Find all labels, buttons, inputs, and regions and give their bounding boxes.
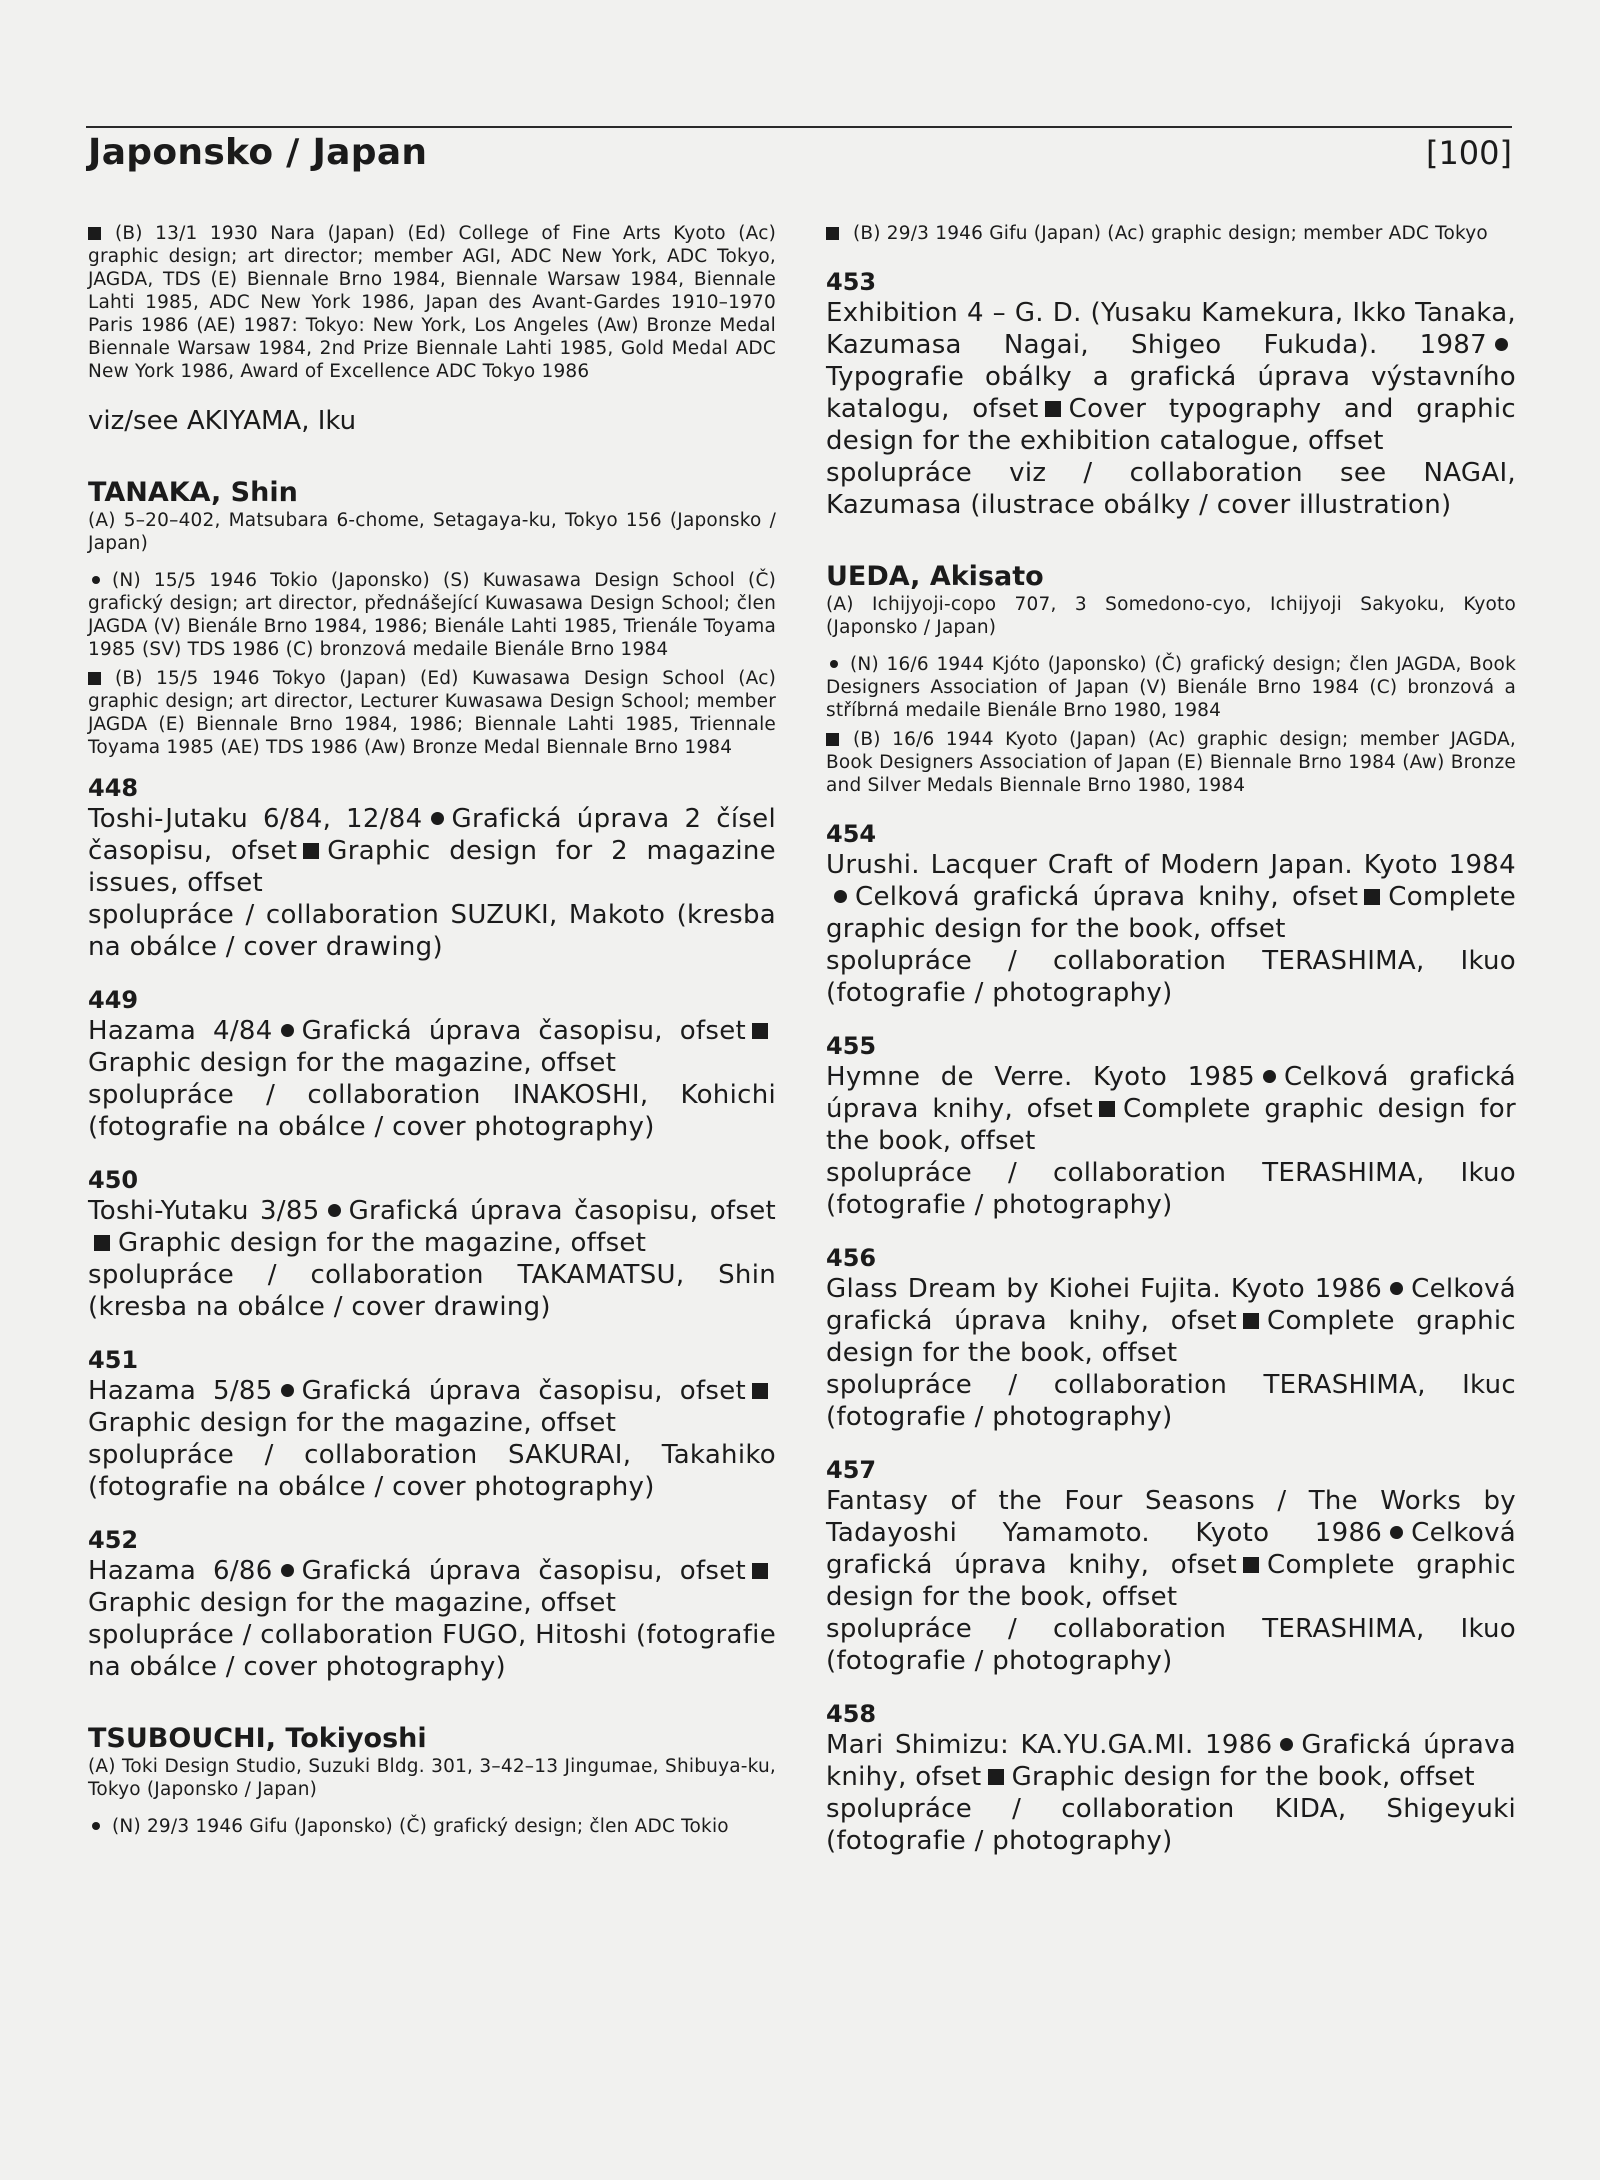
catalog-entry-448	[88, 773, 776, 963]
entry-number: 457	[826, 1456, 877, 1484]
see-reference: viz/see AKIYAMA, Iku	[88, 406, 357, 436]
bullet-icon	[1390, 1282, 1403, 1295]
artist-bio-czech: (N) 15/5 1946 Tokio (Japonsko) (S) Kuwasawa Design School (Č) grafický design; art director, přednášející Kuwasawa Design School; člen JAGDA (V) Bienále Brno 1984, 1986; Bienále Lahti 1985, Trienále Toyama 1985 (SV) TDS 1986 (C) bronzová medaile Bienále Brno 1984	[88, 570, 776, 660]
square-bullet-icon	[1045, 401, 1061, 417]
entry-description: Mari Shimizu: KA.YU.GA.MI. 1986 Grafická úprava knihy, ofset Graphic design for the book, offset	[826, 1730, 1516, 1792]
bullet-icon	[281, 1024, 294, 1037]
artist-bio-czech: (N) 29/3 1946 Gifu (Japonsko) (Č) grafický design; člen ADC Tokio	[88, 1815, 776, 1838]
entry-number: 453	[826, 268, 877, 296]
catalog-entry-449	[88, 985, 776, 1143]
entry-description: Hymne de Verre. Kyoto 1985 Celková grafická úprava knihy, ofset Complete graphic design for the book, offset	[826, 1062, 1517, 1156]
entry-collaboration: spolupráce / collaboration INAKOSHI, Kohichi (fotografie na obálce / cover photography)	[88, 1080, 776, 1142]
artist-bio-english: (B) 13/1 1930 Nara (Japan) (Ed) College of Fine Arts Kyoto (Ac) graphic design; art director; member AGI, ADC New York, ADC Tokyo, JAGDA, TDS (E) Biennale Brno 1984, Biennale Warsaw 1984, Biennale Lahti 1985, ADC New York 1986, Japan des Avant-Gardes 1910–1970 Paris 1986 (AE) 1987: Tokyo: New York, Los Angeles (Aw) Bronze Medal Biennale Warsaw 1984, 2nd Prize Biennale Lahti 1985, Gold Medal ADC New York 1986, Award of Excellence ADC Tokyo 1986	[88, 223, 776, 382]
entry-collaboration: spolupráce / collaboration KIDA, Shigeyuki (fotografie / photography)	[826, 1794, 1516, 1856]
entry-number: 451	[88, 1346, 139, 1374]
entry-description: Exhibition 4 – G. D. (Yusaku Kamekura, Ikko Tanaka, Kazumasa Nagai, Shigeo Fukuda). 1987Typografie obálky a grafická úprava výstavního katalogu, ofset Cover typography and graphic design for the exhibition catalogue, offset	[826, 298, 1516, 456]
artist-bio-english: (B) 29/3 1946 Gifu (Japan) (Ac) graphic design; member ADC Tokyo	[826, 222, 1516, 245]
square-bullet-icon	[1243, 1557, 1259, 1573]
english-bio-marker-icon	[826, 733, 839, 746]
entry-collaboration: spolupráce / collaboration SAKURAI, Takahiko (fotografie na obálce / cover photography)	[88, 1440, 776, 1502]
artist-address: (A) Toki Design Studio, Suzuki Bldg. 301, 3–42–13 Jingumae, Shibuya-ku, Tokyo (Japonsko / Japan)	[88, 1756, 776, 1800]
entry-number: 458	[826, 1700, 877, 1728]
artist-name-ueda: UEDA, Akisato	[826, 561, 1044, 592]
bullet-icon	[281, 1564, 294, 1577]
page-number: [100]	[1425, 134, 1512, 172]
entry-description: Hazama 4/84 Grafická úprava časopisu, ofsetGraphic design for the magazine, offset	[88, 1015, 776, 1079]
catalog-entry-451	[88, 1345, 776, 1503]
catalog-entry-456	[826, 1243, 1516, 1433]
square-bullet-icon	[988, 1769, 1004, 1785]
entry-description: Fantasy of the Four Seasons / The Works by Tadayoshi Yamamoto. Kyoto 1986 Celková grafická úprava knihy, ofset Complete graphic design for the book, offset	[826, 1486, 1516, 1612]
entry-collaboration: spolupráce / collaboration SUZUKI, Makoto (kresba na obálce / cover drawing)	[88, 900, 776, 962]
czech-bio-marker-icon	[92, 576, 100, 584]
artist-name-tsubouchi: TSUBOUCHI, Tokiyoshi	[88, 1723, 427, 1754]
entry-collaboration: spolupráce / collaboration FUGO, Hitoshi (fotografie na obálce / cover photography)	[88, 1620, 776, 1682]
entry-number: 455	[826, 1032, 877, 1060]
square-bullet-icon	[1364, 889, 1380, 905]
bullet-icon	[1390, 1526, 1403, 1539]
entry-number: 448	[88, 774, 139, 802]
entry-description: Toshi-Jutaku 6/84, 12/84 Grafická úprava 2 čísel časopisu, ofset Graphic design for 2 magazine issues, offset	[88, 804, 777, 898]
entry-collaboration: spolupráce / collaboration TERASHIMA, Ikuc (fotografie / photography)	[826, 1370, 1516, 1432]
artist-bio-english: (B) 16/6 1944 Kyoto (Japan) (Ac) graphic design; member JAGDA, Book Designers Association of Japan (E) Biennale Brno 1984 (Aw) Bronze and Silver Medals Biennale Brno 1980, 1984	[826, 729, 1516, 796]
english-bio-marker-icon	[826, 227, 839, 240]
bullet-icon	[328, 1204, 341, 1217]
bullet-icon	[1280, 1738, 1293, 1751]
bullet-icon	[834, 890, 847, 903]
catalog-entry-452	[88, 1525, 776, 1683]
english-bio-marker-icon	[88, 227, 101, 240]
entry-number: 449	[88, 986, 139, 1014]
entry-collaboration: spolupráce / collaboration TAKAMATSU, Shin (kresba na obálce / cover drawing)	[88, 1260, 776, 1322]
artist-address: (A) Ichijyoji-copo 707, 3 Somedono-cyo, Ichijyoji Sakyoku, Kyoto (Japonsko / Japan)	[826, 594, 1516, 638]
artist-bio-czech: (N) 16/6 1944 Kjóto (Japonsko) (Č) grafický design; člen JAGDA, Book Designers Association of Japan (V) Bienále Brno 1984 (C) bronzová a stříbrná medaile Bienále Brno 1980, 1984	[826, 654, 1516, 721]
entry-description: Urushi. Lacquer Craft of Modern Japan. Kyoto 1984Celková grafická úprava knihy, ofset Complete graphic design for the book, offset	[826, 850, 1516, 944]
entry-collaboration: spolupráce / collaboration TERASHIMA, Ikuo (fotografie / photography)	[826, 1614, 1516, 1676]
entry-number: 452	[88, 1526, 139, 1554]
bullet-icon	[281, 1384, 294, 1397]
catalog-entry-454	[826, 819, 1516, 1009]
entry-number: 450	[88, 1166, 139, 1194]
czech-bio-marker-icon	[830, 660, 838, 668]
entry-number: 456	[826, 1244, 877, 1272]
bullet-icon	[431, 812, 444, 825]
artist-name-tanaka: TANAKA, Shin	[88, 477, 298, 508]
english-bio-marker-icon	[88, 672, 101, 685]
square-bullet-icon	[752, 1563, 768, 1579]
page-title: Japonsko / Japan	[88, 132, 428, 173]
entry-collaboration: spolupráce / collaboration TERASHIMA, Ikuo (fotografie / photography)	[826, 1158, 1516, 1220]
right-column	[826, 222, 1516, 1857]
square-bullet-icon	[752, 1023, 768, 1039]
entry-collaboration: spolupráce / collaboration TERASHIMA, Ikuo (fotografie / photography)	[826, 946, 1516, 1008]
catalog-entry-453	[826, 267, 1516, 521]
square-bullet-icon	[752, 1383, 768, 1399]
catalog-entry-450	[88, 1165, 776, 1323]
entry-description: Hazama 5/85 Grafická úprava časopisu, ofsetGraphic design for the magazine, offset	[88, 1375, 776, 1439]
square-bullet-icon	[94, 1235, 110, 1251]
czech-bio-marker-icon	[92, 1822, 100, 1830]
square-bullet-icon	[1243, 1313, 1259, 1329]
artist-address: (A) 5–20–402, Matsubara 6-chome, Setagaya-ku, Tokyo 156 (Japonsko / Japan)	[88, 510, 776, 554]
catalog-entry-458	[826, 1699, 1516, 1857]
entry-description: Toshi-Yutaku 3/85 Grafická úprava časopisu, ofsetGraphic design for the magazine, offset	[88, 1196, 776, 1258]
page-header	[86, 126, 1512, 178]
entry-description: Hazama 6/86 Grafická úprava časopisu, ofsetGraphic design for the magazine, offset	[88, 1555, 776, 1619]
left-column	[88, 222, 776, 1838]
catalog-entry-455	[826, 1031, 1516, 1221]
square-bullet-icon	[1099, 1101, 1115, 1117]
entry-description: Glass Dream by Kiohei Fujita. Kyoto 1986 Celková grafická úprava knihy, ofset Complete graphic design for the book, offset	[826, 1274, 1516, 1368]
bullet-icon	[1263, 1070, 1276, 1083]
bullet-icon	[1495, 338, 1508, 351]
entry-number: 454	[826, 820, 877, 848]
catalog-entry-457	[826, 1455, 1516, 1677]
artist-bio-english: (B) 15/5 1946 Tokyo (Japan) (Ed) Kuwasawa Design School (Ac) graphic design; art director, Lecturer Kuwasawa Design School; member JAGDA (E) Biennale Brno 1984, 1986; Biennale Lahti 1985, Triennale Toyama 1985 (AE) TDS 1986 (Aw) Bronze Medal Biennale Brno 1984	[88, 668, 776, 758]
square-bullet-icon	[303, 843, 319, 859]
entry-collaboration: spolupráce viz / collaboration see NAGAI, Kazumasa (ilustrace obálky / cover illustration)	[826, 458, 1516, 520]
